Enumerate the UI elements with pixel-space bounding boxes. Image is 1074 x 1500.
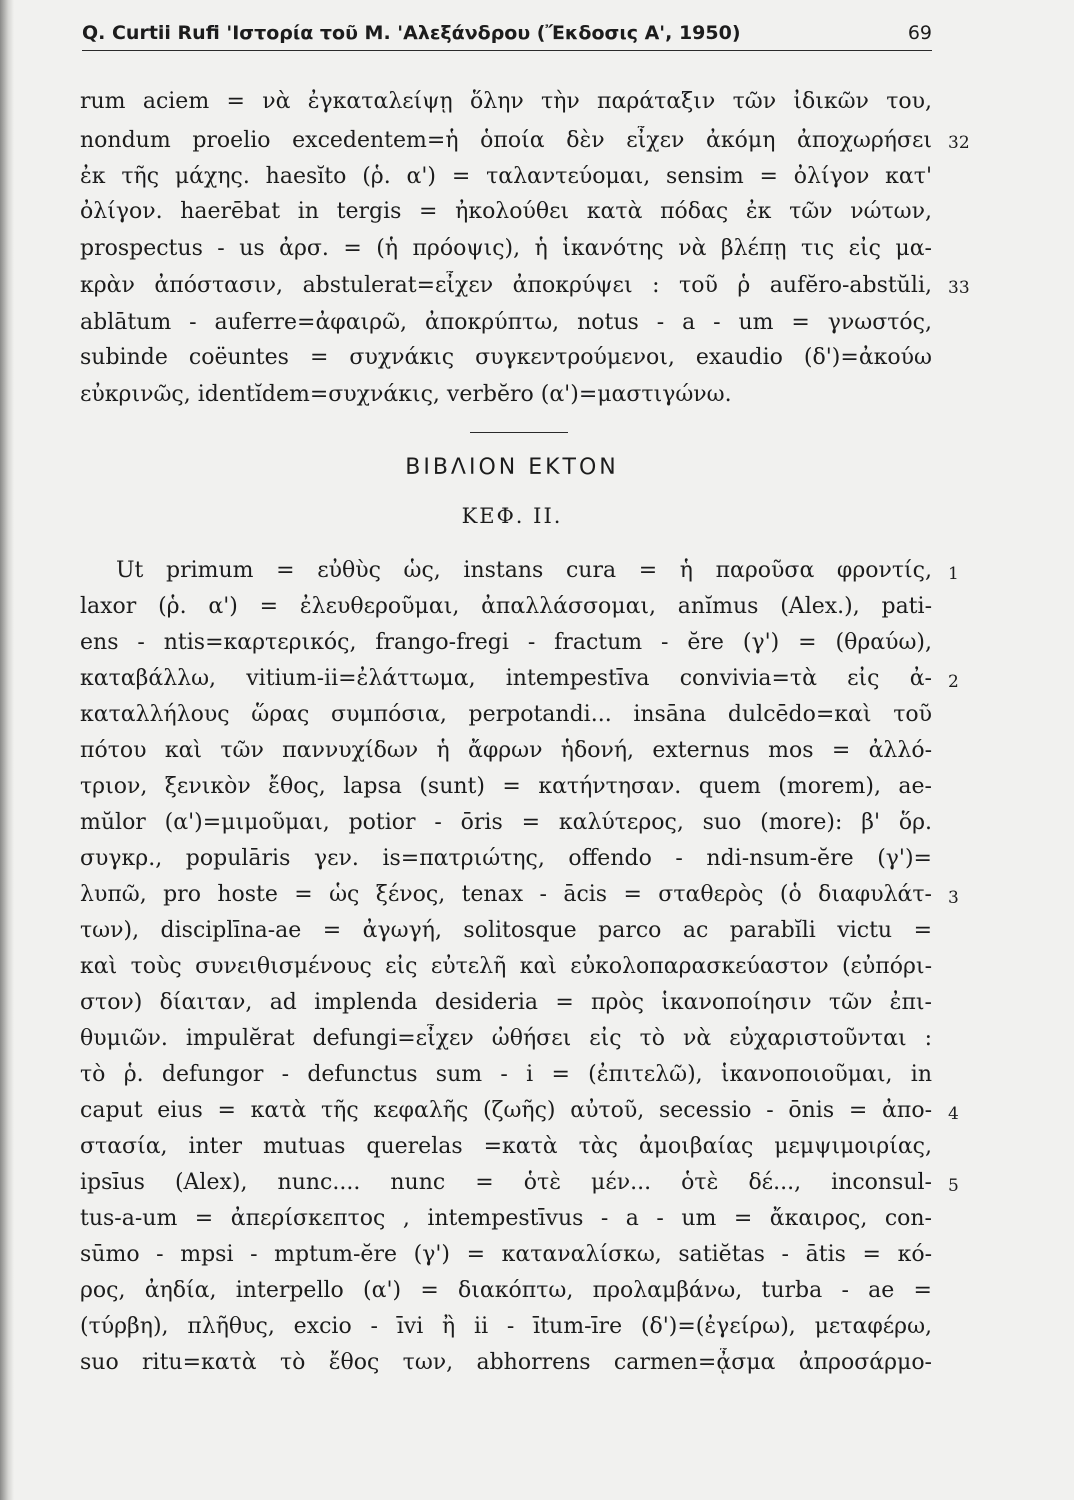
text-line: καταλλήλους ὥρας συμπόσια, perpotandi... insāna dulcēdo=καὶ τοῦ	[80, 702, 932, 727]
text-line: τὸ ῥ. defungor - defunctus sum - i = (ἐπιτελῶ), ἱκανοποιοῦμαι, in	[80, 1062, 932, 1087]
margin-line-number: 1	[948, 564, 959, 584]
margin-line-number: 33	[948, 278, 970, 298]
text-line: εὐκρινῶς, identĭdem=συχνάκις, verbĕro (α')=μαστιγώνω.	[80, 382, 732, 407]
text-line: ablātum - auferre=ἀφαιρῶ, ἀποκρύπτω, notus - a - um = γνωστός,	[80, 310, 932, 335]
text-line: laxor (ῥ. α') = ἐλευθεροῦμαι, ἀπαλλάσσομαι, anĭmus (Alex.), pati-	[80, 594, 932, 619]
text-line: ὀλίγον. haerēbat in tergis = ἠκολούθει κατὰ πόδας ἐκ τῶν νώτων,	[80, 199, 932, 224]
section-divider	[470, 432, 568, 433]
text-line: rum aciem = νὰ ἐγκαταλείψῃ ὅλην τὴν παράταξιν τῶν ἰδικῶν του,	[80, 89, 932, 114]
text-line: καταβάλλω, vitium-ii=ἐλάττωμα, intempestīva convivia=τὰ εἰς ἀ-	[80, 666, 932, 691]
text-line: tus-a-um = ἀπερίσκεπτος , intempestīvus - a - um = ἄκαιρος, con-	[80, 1206, 932, 1231]
text-line: συγκρ., populāris γεν. is=πατριώτης, offendo - ndi-nsum-ĕre (γ')=	[80, 846, 932, 871]
text-line: πότου καὶ τῶν παννυχίδων ἡ ἄφρων ἡδονή, externus mos = ἀλλό-	[80, 738, 932, 763]
text-line: subinde coëuntes = συχνάκις συγκεντρούμενοι, exaudio (δ')=ἀκούω	[80, 345, 932, 370]
chapter-heading: ΚΕΦ. ΙΙ.	[461, 504, 563, 528]
text-line: ipsīus (Alex), nunc.... nunc = ὁτὲ μέν... ὁτὲ δέ..., inconsul-	[80, 1170, 932, 1195]
running-header	[82, 22, 932, 51]
text-line: ens - ntis=καρτερικός, frango-fregi - fractum - ĕre (γ') = (θραύω),	[80, 630, 932, 655]
margin-line-number: 3	[948, 888, 959, 908]
text-line: sūmo - mpsi - mptum-ĕre (γ') = καταναλίσκω, satiĕtas - ātis = κό-	[80, 1242, 932, 1267]
text-line: (τύρβη), πλῆθυς, excio - īvi ἢ ii - ītum-īre (δ')=(ἐγείρω), μεταφέρω,	[80, 1314, 932, 1339]
margin-line-number: 32	[948, 133, 970, 153]
text-line: Ut primum = εὐθὺς ὡς, instans cura = ἡ παροῦσα φροντίς,	[116, 558, 932, 583]
text-line: suo ritu=κατὰ τὸ ἔθος των, abhorrens carmen=ᾆσμα ἀπροσάρμο-	[80, 1350, 932, 1375]
book-heading: ΒΙΒΛΙΟΝ ΕΚΤΟΝ	[405, 455, 619, 480]
text-line: στον) δίαιταν, ad implenda desideria = πρὸς ἱκανοποίησιν τῶν ἐπι-	[80, 990, 932, 1015]
margin-line-number: 5	[948, 1176, 959, 1196]
margin-line-number: 2	[948, 672, 959, 692]
margin-line-number: 4	[948, 1104, 959, 1124]
running-title: Q. Curtii Rufi 'Ιστορία τοῦ Μ. 'Αλεξάνδρου (Ἔκδοσις Α', 1950)	[82, 22, 741, 44]
text-line: ἐκ τῆς μάχης. haesĭto (ῥ. α') = ταλαντεύομαι, sensim = ὀλίγον κατ'	[80, 164, 932, 189]
text-line: καὶ τοὺς συνειθισμένους εἰς εὐτελῆ καὶ εὐκολοπαρασκεύαστον (εὐπόρι-	[80, 954, 932, 979]
text-line: caput eius = κατὰ τῆς κεφαλῆς (ζωῆς) αὐτοῦ, secessio - ōnis = ἀπο-	[80, 1098, 932, 1123]
text-line: κρὰν ἀπόστασιν, abstulerat=εἶχεν ἀποκρύψει : τοῦ ῥ aufĕro-abstŭli,	[80, 273, 932, 298]
text-line: nondum proelio excedentem=ἡ ὁποία δὲν εἶχεν ἀκόμη ἀποχωρήσει	[80, 128, 932, 153]
text-line: θυμιῶν. impulĕrat defungi=εἶχεν ὠθήσει εἰς τὸ νὰ εὐχαριστοῦνται :	[80, 1026, 932, 1051]
text-line: λυπῶ, pro hoste = ὡς ξένος, tenax - ācis = σταθερὸς (ὁ διαφυλάτ-	[80, 882, 932, 907]
text-line: των), disciplīna-ae = ἀγωγή, solitosque parco ac parabĭli victu =	[80, 918, 932, 943]
text-line: mŭlor (α')=μιμοῦμαι, potior - ōris = καλύτερος, suo (more): β' ὅρ.	[80, 810, 932, 835]
text-line: prospectus - us ἀρσ. = (ἡ πρόοψις), ἡ ἱκανότης νὰ βλέπῃ τις εἰς μα-	[80, 236, 932, 261]
page-binding-shadow	[0, 0, 14, 1500]
text-line: ρος, ἀηδία, interpello (α') = διακόπτω, προλαμβάνω, turba - ae =	[80, 1278, 932, 1303]
text-line: τριον, ξενικὸν ἔθος, lapsa (sunt) = κατήντησαν. quem (morem), ae-	[80, 774, 932, 799]
page-number: 69	[907, 22, 932, 44]
text-line: στασία, inter mutuas querelas =κατὰ τὰς ἀμοιβαίας μεμψιμοιρίας,	[80, 1134, 932, 1159]
